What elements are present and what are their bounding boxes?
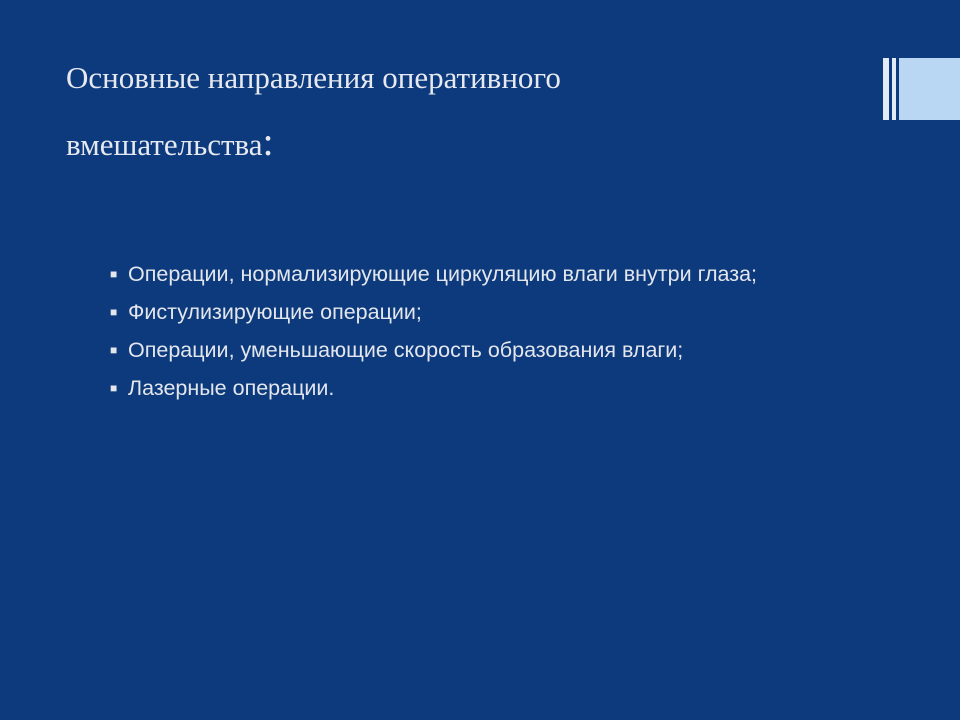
square-bullet-icon: ■ bbox=[110, 305, 118, 319]
square-bullet-icon: ■ bbox=[110, 343, 118, 357]
decorative-bar-right bbox=[892, 58, 896, 120]
title-line-1: Основные направления оперативного bbox=[66, 60, 561, 95]
decorative-bar-left bbox=[883, 58, 889, 120]
title-line-2-text: вмешательства bbox=[66, 127, 263, 162]
bullet-list bbox=[110, 258, 850, 410]
title-line-2 bbox=[66, 110, 826, 177]
bullet-item bbox=[110, 258, 850, 291]
square-bullet-icon: ■ bbox=[110, 381, 118, 395]
bullet-text: Операции, нормализирующие циркуляцию влаги внутри глаза; bbox=[128, 262, 758, 286]
slide-title bbox=[66, 46, 826, 177]
bullet-item bbox=[110, 296, 850, 329]
bullet-item bbox=[110, 372, 850, 405]
title-colon: : bbox=[262, 119, 274, 164]
bullet-item bbox=[110, 334, 850, 367]
bullet-text: Операции, уменьшающие скорость образования влаги; bbox=[128, 338, 684, 362]
bullet-text: Фистулизирующие операции; bbox=[128, 300, 422, 324]
decorative-block bbox=[899, 58, 960, 120]
bullet-text: Лазерные операции. bbox=[128, 376, 335, 400]
square-bullet-icon: ■ bbox=[110, 267, 118, 281]
